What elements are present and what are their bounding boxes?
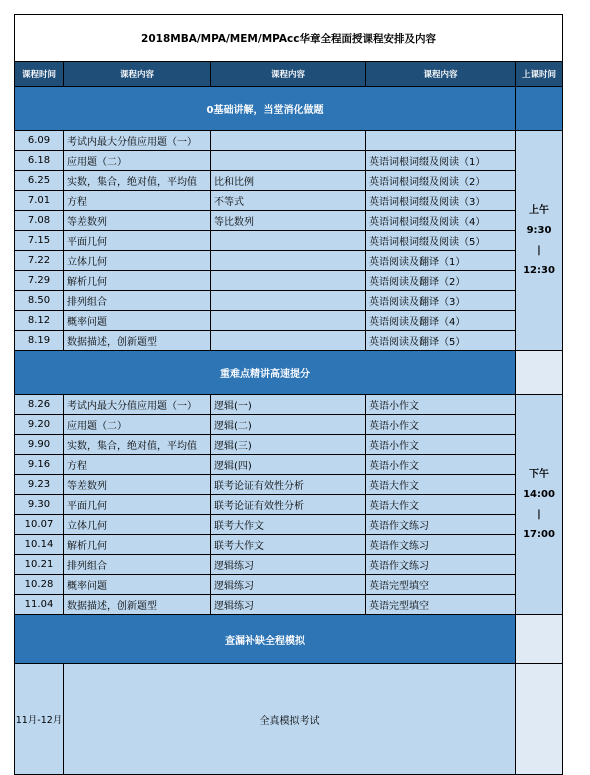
- course-content-math: 概率问题: [64, 311, 211, 331]
- course-content-math: 考试内最大分值应用题（一）: [64, 131, 211, 151]
- course-content-english: 英语作文练习: [366, 555, 516, 575]
- course-content-logic: 比和比例: [211, 171, 366, 191]
- table-row: [15, 151, 563, 171]
- course-content-english: 英语词根词缀及阅读（5）: [366, 231, 516, 251]
- course-content-english: 英语阅读及翻译（5）: [366, 331, 516, 351]
- table-row: [15, 515, 563, 535]
- course-date: 8.50: [15, 291, 64, 311]
- course-content-math: 解析几何: [64, 535, 211, 555]
- time-slot-line: 9:30: [526, 224, 552, 236]
- course-content-math: 方程: [64, 191, 211, 211]
- course-date: 6.25: [15, 171, 64, 191]
- course-content-math: 平面几何: [64, 495, 211, 515]
- course-content-logic: [211, 311, 366, 331]
- course-date: 8.26: [15, 395, 64, 415]
- course-date: 9.90: [15, 435, 64, 455]
- course-content-english: 英语小作文: [366, 435, 516, 455]
- course-content-math: 方程: [64, 455, 211, 475]
- course-date: 10.28: [15, 575, 64, 595]
- course-content-math: 实数，集合，绝对值，平均值: [64, 171, 211, 191]
- course-content-logic: [211, 271, 366, 291]
- course-content-logic: [211, 131, 366, 151]
- course-content-math: 实数，集合，绝对值，平均值: [64, 435, 211, 455]
- course-content-english: 英语大作文: [366, 475, 516, 495]
- section-header-row: [15, 615, 563, 664]
- course-content-math: 排列组合: [64, 555, 211, 575]
- course-date: 7.08: [15, 211, 64, 231]
- course-date: 10.07: [15, 515, 64, 535]
- course-content-logic: [211, 291, 366, 311]
- course-date: 6.09: [15, 131, 64, 151]
- course-content-logic: 逻辑(四): [211, 455, 366, 475]
- class-time-afternoon: [516, 395, 563, 615]
- course-content-math: 数据描述，创新题型: [64, 595, 211, 615]
- course-date: 11.04: [15, 595, 64, 615]
- course-content-logic: 逻辑(一): [211, 395, 366, 415]
- course-content-logic: 联考论证有效性分析: [211, 475, 366, 495]
- time-slot-line: |: [537, 508, 541, 520]
- table-row: [15, 191, 563, 211]
- course-content-english: 英语阅读及翻译（1）: [366, 251, 516, 271]
- course-content-english: 英语阅读及翻译（4）: [366, 311, 516, 331]
- course-content-math: 数据描述，创新题型: [64, 331, 211, 351]
- course-content-math: 立体几何: [64, 515, 211, 535]
- course-content-english: 英语大作文: [366, 495, 516, 515]
- table-row: [15, 311, 563, 331]
- course-content-logic: 逻辑(三): [211, 435, 366, 455]
- time-slot-line: 14:00: [523, 488, 555, 500]
- table-row: [15, 331, 563, 351]
- course-content-english: [366, 131, 516, 151]
- course-date: 9.16: [15, 455, 64, 475]
- course-content-logic: 逻辑(二): [211, 415, 366, 435]
- course-date: 10.14: [15, 535, 64, 555]
- header-course-time: 课程时间: [15, 62, 64, 87]
- course-content-logic: 不等式: [211, 191, 366, 211]
- course-date: 7.01: [15, 191, 64, 211]
- course-content-math: 概率问题: [64, 575, 211, 595]
- table-row: [15, 211, 563, 231]
- course-content-english: 英语完型填空: [366, 575, 516, 595]
- course-content-english: 英语词根词缀及阅读（3）: [366, 191, 516, 211]
- course-date: 8.12: [15, 311, 64, 331]
- course-content-math: 排列组合: [64, 291, 211, 311]
- header-row: [15, 62, 563, 87]
- table-row: [15, 415, 563, 435]
- course-schedule-table: [14, 14, 563, 775]
- course-content-logic: 逻辑练习: [211, 595, 366, 615]
- header-class-time: 上课时间: [516, 62, 563, 87]
- schedule-title: 2018MBA/MPA/MEM/MPAcc华章全程面授课程安排及内容: [15, 15, 563, 62]
- section-title: 0基础讲解，当堂消化做题: [15, 87, 516, 131]
- course-content-math: 平面几何: [64, 231, 211, 251]
- course-date: 10.21: [15, 555, 64, 575]
- course-content-math: 等差数列: [64, 211, 211, 231]
- course-content-math: 应用题（二）: [64, 151, 211, 171]
- table-row: [15, 171, 563, 191]
- table-row: [15, 535, 563, 555]
- table-row: [15, 435, 563, 455]
- section-title: 重难点精讲高速提分: [15, 351, 516, 395]
- course-date: 7.22: [15, 251, 64, 271]
- section-title: 查漏补缺全程模拟: [15, 615, 516, 664]
- course-content-logic: 联考大作文: [211, 535, 366, 555]
- course-date: 9.30: [15, 495, 64, 515]
- course-content-logic: 联考大作文: [211, 515, 366, 535]
- course-content-logic: 等比数列: [211, 211, 366, 231]
- class-time-empty-cell: [516, 664, 563, 775]
- course-content-english: 英语小作文: [366, 415, 516, 435]
- table-row: [15, 575, 563, 595]
- table-row: [15, 475, 563, 495]
- course-content-logic: [211, 151, 366, 171]
- course-content-english: 英语阅读及翻译（3）: [366, 291, 516, 311]
- section-header-row: [15, 351, 563, 395]
- course-content-logic: 逻辑练习: [211, 555, 366, 575]
- course-content-logic: 联考论证有效性分析: [211, 495, 366, 515]
- time-slot-line: 上午: [529, 204, 549, 216]
- table-row: [15, 131, 563, 151]
- course-content-math: 考试内最大分值应用题（一）: [64, 395, 211, 415]
- course-content-english: 英语小作文: [366, 455, 516, 475]
- course-content-english: 英语作文练习: [366, 535, 516, 555]
- course-content-logic: [211, 231, 366, 251]
- time-slot-line: 12:30: [523, 264, 555, 276]
- course-content-logic: [211, 331, 366, 351]
- table-row: [15, 395, 563, 415]
- course-content-english: 英语词根词缀及阅读（1）: [366, 151, 516, 171]
- time-slot-line: |: [537, 244, 541, 256]
- mock-exam-content: 全真模拟考试: [64, 664, 516, 775]
- course-content-math: 应用题（二）: [64, 415, 211, 435]
- table-row: [15, 495, 563, 515]
- course-date: 9.23: [15, 475, 64, 495]
- header-course-content-3: 课程内容: [366, 62, 516, 87]
- course-content-english: 英语小作文: [366, 395, 516, 415]
- course-content-math: 解析几何: [64, 271, 211, 291]
- table-row: [15, 595, 563, 615]
- section-header-row: [15, 87, 563, 131]
- course-date: 7.29: [15, 271, 64, 291]
- course-content-english: 英语词根词缀及阅读（2）: [366, 171, 516, 191]
- course-date: 8.19: [15, 331, 64, 351]
- class-time-header-cell: [516, 615, 563, 664]
- course-content-english: 英语完型填空: [366, 595, 516, 615]
- table-row: [15, 231, 563, 251]
- table-row: [15, 251, 563, 271]
- time-slot-line: 下午: [529, 468, 549, 480]
- class-time-morning: [516, 131, 563, 351]
- class-time-header-cell: [516, 87, 563, 131]
- course-content-logic: [211, 251, 366, 271]
- table-row: [15, 555, 563, 575]
- course-content-math: 等差数列: [64, 475, 211, 495]
- mock-exam-date: 11月-12月: [15, 664, 64, 775]
- course-date: 6.18: [15, 151, 64, 171]
- header-course-content-2: 课程内容: [211, 62, 366, 87]
- course-date: 7.15: [15, 231, 64, 251]
- time-slot-line: 17:00: [523, 528, 555, 540]
- course-content-english: 英语词根词缀及阅读（4）: [366, 211, 516, 231]
- table-row: [15, 455, 563, 475]
- table-row: [15, 271, 563, 291]
- header-course-content-1: 课程内容: [64, 62, 211, 87]
- class-time-header-cell: [516, 351, 563, 395]
- course-content-math: 立体几何: [64, 251, 211, 271]
- table-row: [15, 291, 563, 311]
- course-date: 9.20: [15, 415, 64, 435]
- mock-exam-row: [15, 664, 563, 775]
- course-content-logic: 逻辑练习: [211, 575, 366, 595]
- course-content-english: 英语作文练习: [366, 515, 516, 535]
- course-content-english: 英语阅读及翻译（2）: [366, 271, 516, 291]
